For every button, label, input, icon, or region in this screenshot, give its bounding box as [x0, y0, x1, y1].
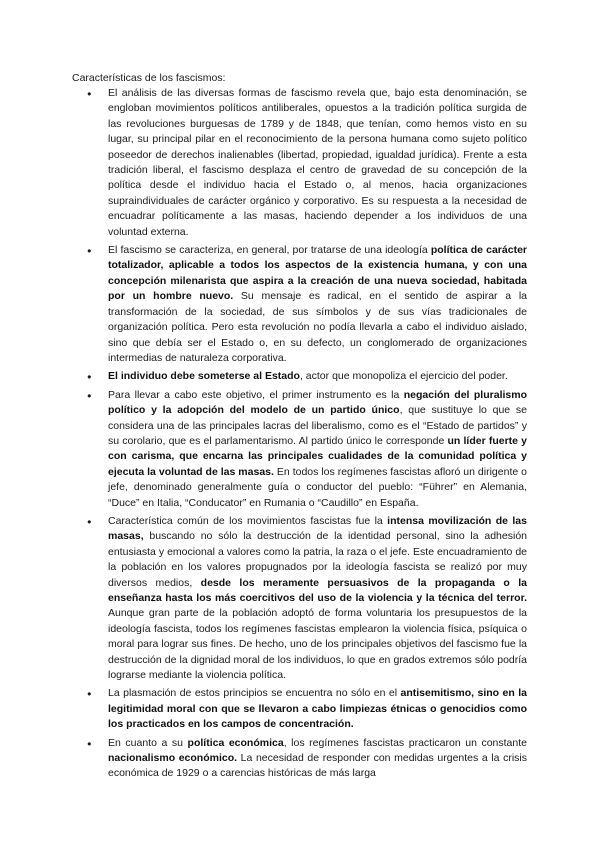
list-item: [108, 686, 527, 732]
text-segment: Aunque gran parte de la población adoptó de forma voluntaria los presupuestos de la ideología fascista, todos los regímenes fascistas emplearon la violencia física, psíquica o moral para lograr sus fines. De hecho, uno de los principales objetivos del fascismo fue la destrucción de la dignidad moral de los individuos, lo que en grados extremos sólo podría lograrse mediante la violencia política.: [108, 607, 527, 682]
text-segment: En cuanto a su: [108, 736, 188, 749]
text-segment: Característica común de los movimientos fascistas fue la: [108, 514, 388, 527]
bold-text: negación del pluralismo político y la adopción del modelo de un partido único: [108, 388, 527, 417]
bold-text: antisemitismo, sino en la legitimidad moral con que se llevaron a cabo limpiezas étnicas o genocidios como los practicados en los campos de concentración.: [108, 687, 527, 731]
text-segment: , que sustituye lo que se considera una de las principales lacras del liberalismo, como es el “Estado de partidos” y su corolario, que es el parlamentarismo. Al partido único le corresponde: [108, 404, 527, 447]
bold-text: política económica: [187, 736, 284, 749]
bold-text: desde los meramente persuasivos de la propaganda o la enseñanza hasta los más coercitivos del uso de la violencia y la técnica del terror.: [108, 576, 527, 604]
bold-text: intensa movilización de las masas,: [108, 514, 527, 543]
text-segment: En todos los regímenes fascistas afloró un dirigente o jefe, denominado generalmente guía o conductor del pueblo: “Führer” en Alemania, “Duce” en Italia, “Conducator” en Rumania o “Caudillo” en España.: [108, 465, 527, 509]
text-segment: , actor que monopoliza el ejercicio del poder.: [299, 370, 508, 383]
bold-text: un líder fuerte y con carisma, que encarna las principales cualidades de la comunidad política y ejecuta la voluntad de las masas.: [108, 434, 528, 478]
list-item: [108, 86, 527, 240]
document-title: Características de los fascismos:: [72, 72, 226, 84]
text-segment: , los regímenes fascistas practicaron un constante: [283, 736, 527, 749]
text-segment: El análisis de las diversas formas de fascismo revela que, bajo esta denominación, se engloban movimientos políticos antiliberales, opuestos a la tradición política surgida de las revoluciones burguesas de 1789 y de 1848, que tenían, como hemos visto en su lugar, su principal pilar en el reconocimiento de la persona humana como sujeto político poseedor de derechos inalienables (libertad, propiedad, igualdad jurídica). Frente a esta tradición liberal, el fascismo desplaza el centro de gravedad de su concepción de la política desde el individuo hacia el Estado o, al menos, hacia organizaciones supraindividuales de carácter orgánico y corporativo. Es su respuesta a la necesidad de encuadrar políticamente a las masas, haciendo depender a los individuos de una voluntad externa.: [108, 87, 527, 238]
list-item: [108, 514, 527, 683]
text-segment: La necesidad de responder con medidas urgentes a la crisis económica de 1929 o a carencias históricas de más larga: [108, 752, 527, 780]
text-segment: Para llevar a cabo este objetivo, el primer instrumento es la: [108, 388, 404, 401]
text-segment: Su mensaje es radical, en el sentido de aspirar a la transformación de la sociedad, de sus símbolos y de sus vías tradicionales de organización política. Pero esta revolución no podía llevarla a cabo el individuo aislado, sino que debía ser el Estado o, en su defecto, un conglomerado de organizaciones intermedias de naturaleza corporativa.: [108, 290, 527, 364]
list-item: [108, 388, 527, 511]
characteristics-list: [0, 86, 600, 785]
bold-text: política de carácter totalizador, aplicable a todos los aspectos de la existencia humana, y con una concepción milenarista que aspira a la creación de una nueva sociedad, habitada por un hombre nuevo.: [108, 244, 527, 303]
list-item: [108, 243, 527, 366]
bold-text: El individuo debe someterse al Estado: [108, 370, 300, 383]
text-segment: La plasmación de estos principios se encuentra no sólo en el: [108, 687, 401, 700]
list-item: [108, 369, 527, 384]
list-item: [108, 736, 527, 782]
text-segment: buscando no sólo la destrucción de la identidad personal, sino la adhesión entusiasta y emocional a valores como la patria, la raza o el jefe. Este encuadramiento de la población en los valores propugnados por la ideología fascista se realizó por muy diversos medios,: [108, 530, 527, 589]
bold-text: nacionalismo económico.: [108, 752, 238, 765]
text-segment: El fascismo se caracteriza, en general, por tratarse de una ideología: [108, 244, 431, 257]
